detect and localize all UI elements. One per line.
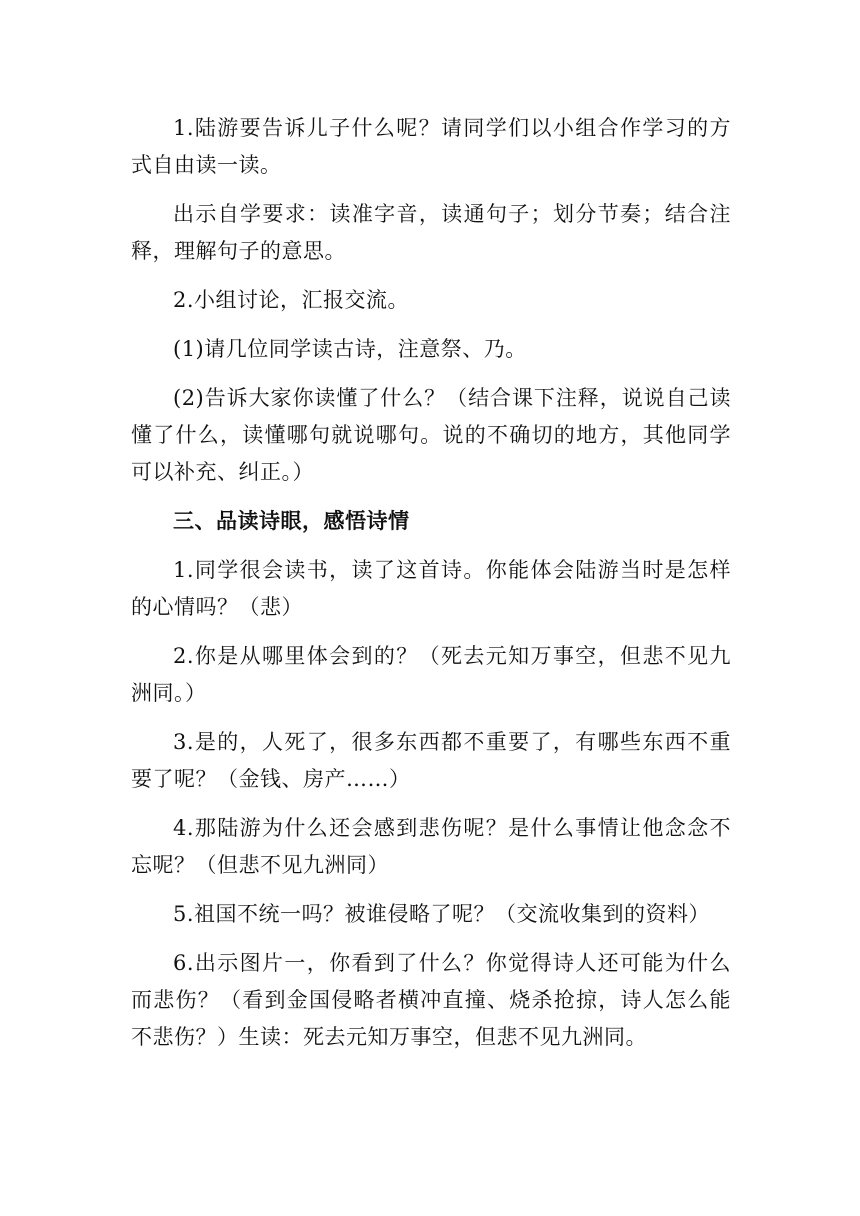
paragraph-question-2: 2.你是从哪里体会到的？（死去元知万事空，但悲不见九洲同。） (131, 644, 731, 705)
paragraph-question-5: 5.祖国不统一吗？被谁侵略了呢？（交流收集到的资料） (173, 902, 711, 926)
document-body (131, 110, 731, 1068)
paragraph-subtask-2: (2)告诉大家你读懂了什么？（结合课下注释，说说自己读懂了什么，读懂哪句就说哪句。说的不确切的地方，其他同学可以补充、纠正。） (131, 386, 731, 484)
paragraph-question-6: 6.出示图片一，你看到了什么？你觉得诗人还可能为什么而悲伤？（看到金国侵略者横冲直撞、烧杀抢掠，诗人怎么能不悲伤？）生读：死去元知万事空，但悲不见九洲同。 (131, 951, 731, 1049)
paragraph-self-study-requirements: 出示自学要求：读准字音，读通句子；划分节奏；结合注释，理解句子的意思。 (131, 202, 731, 263)
paragraph-task-1: 1.陆游要告诉儿子什么呢？请同学们以小组合作学习的方式自由读一读。 (131, 116, 731, 177)
section-heading-three: 三、品读诗眼，感悟诗情 (173, 509, 410, 533)
paragraph-subtask-1: (1)请几位同学读古诗，注意祭、乃。 (173, 337, 527, 361)
paragraph-question-3: 3.是的，人死了，很多东西都不重要了，有哪些东西不重要了呢？（金钱、房产……） (131, 730, 731, 791)
paragraph-task-2: 2.小组讨论，汇报交流。 (173, 288, 410, 312)
paragraph-question-4: 4.那陆游为什么还会感到悲伤呢？是什么事情让他念念不忘呢？（但悲不见九洲同） (131, 816, 731, 877)
paragraph-question-1: 1.同学很会读书，读了这首诗。你能体会陆游当时是怎样的心情吗？（悲） (131, 558, 731, 619)
